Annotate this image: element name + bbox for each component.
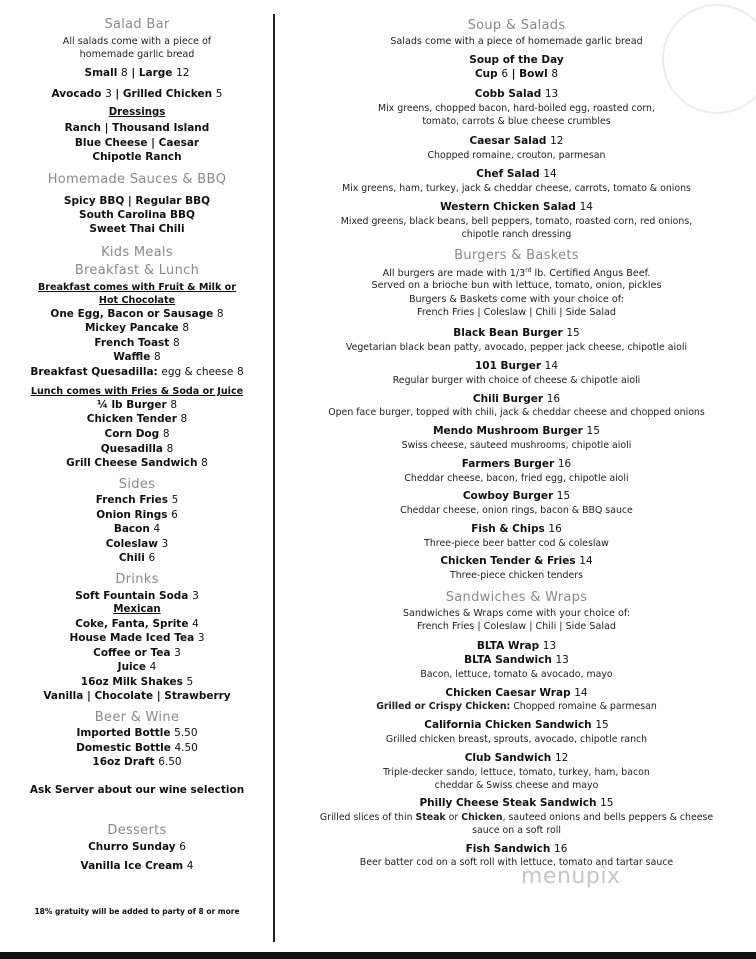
section-title-soup-salads: Soup & Salads xyxy=(467,18,566,33)
burger-note: All burgers are made with 1/3rd lb. Certified Angus Beef. xyxy=(382,267,651,280)
menu-item: Churro Sunday 6 xyxy=(88,841,186,853)
item-description: Grilled slices of thin Steak or Chicken, sauteed onions and bells peppers & cheese xyxy=(319,812,714,823)
menu-item: Vanilla Ice Cream 4 xyxy=(80,860,194,872)
menu-item: Soft Fountain Soda 3 xyxy=(75,590,199,602)
item-description: Chopped romaine, crouton, parmesan xyxy=(427,150,606,161)
menu-item: Philly Cheese Steak Sandwich 15 xyxy=(419,797,614,809)
item-name: Avocado xyxy=(51,88,102,100)
burger-note: French Fries | Coleslaw | Chili | Side Salad xyxy=(417,307,616,318)
item-description: tomato, carrots & blue cheese crumbles xyxy=(422,116,611,127)
item-description: Vegetarian black bean patty, avocado, pepper jack cheese, chipotle aioli xyxy=(345,342,688,353)
item-description: Open face burger, topped with chili, jack & cheddar cheese and chopped onions xyxy=(328,407,705,418)
item-name: Large xyxy=(138,67,173,79)
section-title-drinks: Drinks xyxy=(115,572,159,587)
item-description: Swiss cheese, sauteed mushrooms, chipotle aioli xyxy=(401,440,632,451)
menu-item: Domestic Bottle 4.50 xyxy=(76,742,198,754)
sauce-line: South Carolina BBQ xyxy=(79,209,195,221)
menu-item: BLTA Wrap 13 xyxy=(476,640,557,652)
kids-subtitle: Breakfast & Lunch xyxy=(74,263,200,278)
menu-item: Cobb Salad 13 xyxy=(474,88,559,100)
item-price: 8 xyxy=(120,67,128,79)
soup-note: Salads come with a piece of homemade garlic bread xyxy=(390,36,643,47)
separator: | xyxy=(115,88,120,100)
menu-item: Fish & Chips 16 xyxy=(471,523,562,535)
menu-item: Waffle 8 xyxy=(113,351,161,363)
menu-item: Chili Burger 16 xyxy=(472,393,561,405)
item-description: Mix greens, chopped bacon, hard-boiled egg, roasted corn, xyxy=(378,103,655,114)
item-price: 3 xyxy=(105,88,112,100)
menu-item: Cowboy Burger 15 xyxy=(462,490,571,502)
item-description: cheddar & Swiss cheese and mayo xyxy=(434,780,599,791)
item-name: Soup of the Day xyxy=(469,54,564,66)
menu-item: 101 Burger 14 xyxy=(474,360,559,372)
menu-item: Western Chicken Salad 14 xyxy=(440,201,593,213)
menu-item: Club Sandwich 12 xyxy=(464,752,569,764)
menu-item: Onion Rings 6 xyxy=(96,509,178,521)
menu-item: Fish Sandwich 16 xyxy=(465,843,568,855)
sandwich-note: Sandwiches & Wraps come with your choice of: xyxy=(402,608,631,619)
menu-item: Mickey Pancake 8 xyxy=(84,322,190,334)
breakfast-note: Breakfast comes with Fruit & Milk or xyxy=(37,282,237,293)
item-description: Three-piece chicken tenders xyxy=(450,570,583,581)
section-title-burgers: Burgers & Baskets xyxy=(454,248,579,263)
menu-item: 16oz Milk Shakes 5 xyxy=(80,676,194,688)
dressings-heading: Dressings xyxy=(108,107,166,118)
menu-item: House Made Iced Tea 3 xyxy=(69,632,205,644)
menu-item: Coleslaw 3 xyxy=(105,538,169,550)
item-description: Three-piece beer batter cod & coleslaw xyxy=(424,538,609,549)
section-title-salad-bar: Salad Bar xyxy=(104,17,170,32)
menu-item: Farmers Burger 16 xyxy=(461,458,572,470)
menu-item: Chicken Tender 8 xyxy=(86,413,188,425)
menu-item: Corn Dog 8 xyxy=(104,428,170,440)
menu-item: BLTA Sandwich 13 xyxy=(464,654,569,666)
menu-item: French Fries 5 xyxy=(95,494,179,506)
menu-item: Coffee or Tea 3 xyxy=(93,647,181,659)
sandwich-note: French Fries | Coleslaw | Chili | Side Salad xyxy=(417,621,616,632)
item-name: Grilled Chicken xyxy=(122,88,213,100)
menu-item: Caesar Salad 12 xyxy=(469,135,564,147)
dressing-line: Blue Cheese | Caesar xyxy=(74,137,200,149)
menu-item: California Chicken Sandwich 15 xyxy=(424,719,609,731)
menupix-watermark: menupix xyxy=(521,864,621,889)
item-description: sauce on a soft roll xyxy=(472,825,561,836)
section-title-beer-wine: Beer & Wine xyxy=(94,710,180,725)
menu-item: Chef Salad 14 xyxy=(476,168,557,180)
item-name: Small xyxy=(84,67,118,79)
item-price: 12 xyxy=(176,67,190,79)
menu-item: Chicken Caesar Wrap 14 xyxy=(445,687,588,699)
item-description: Grilled or Crispy Chicken: Chopped romaine & parmesan xyxy=(376,701,657,712)
burger-note: Burgers & Baskets come with your choice of: xyxy=(408,294,625,305)
separator: | xyxy=(131,67,136,79)
menu-item: Coke, Fanta, Sprite 4 xyxy=(75,618,199,630)
sauce-line: Spicy BBQ | Regular BBQ xyxy=(63,195,211,207)
item-description: Grilled chicken breast, sprouts, avocado, chipotle ranch xyxy=(385,734,648,745)
item-description: chipotle ranch dressing xyxy=(461,229,572,240)
salad-sizes xyxy=(0,67,274,80)
item-description: Beer batter cod on a soft roll with lettuce, tomato and tartar sauce xyxy=(359,857,674,868)
mexican-heading: Mexican xyxy=(113,604,161,615)
menu-item: One Egg, Bacon or Sausage 8 xyxy=(50,308,224,320)
section-title-kids: Kids Meals xyxy=(101,245,173,260)
wine-note: Ask Server about our wine selection xyxy=(29,784,245,796)
salad-bar-note: homemade garlic bread xyxy=(79,49,195,60)
section-title-sandwiches: Sandwiches & Wraps xyxy=(445,590,588,605)
gratuity-note: 18% gratuity will be added to party of 8 or more xyxy=(34,907,240,916)
item-description: Triple-decker sando, lettuce, tomato, turkey, ham, bacon xyxy=(383,767,650,778)
menu-item: ¼ lb Burger 8 xyxy=(96,399,178,411)
item-price: 5 xyxy=(215,88,223,100)
shake-flavors: Vanilla | Chocolate | Strawberry xyxy=(43,690,231,702)
item-description: Mixed greens, black beans, bell peppers, tomato, roasted corn, red onions, xyxy=(340,216,693,227)
salad-bar-note: All salads come with a piece of xyxy=(62,36,212,47)
item-description: Bacon, lettuce, tomato & avocado, mayo xyxy=(420,669,613,680)
item-description: Cheddar cheese, bacon, fried egg, chipotle aioli xyxy=(404,473,629,484)
menu-item: Black Bean Burger 15 xyxy=(453,327,580,339)
dressing-line: Chipotle Ranch xyxy=(92,151,182,163)
menu-item: Juice 4 xyxy=(117,661,157,673)
burger-note: Served on a brioche bun with lettuce, tomato, onion, pickles xyxy=(371,280,662,291)
dressing-line: Ranch | Thousand Island xyxy=(64,122,210,134)
menu-item: Imported Bottle 5.50 xyxy=(76,727,198,739)
menu-item: Chicken Tender & Fries 14 xyxy=(440,555,593,567)
menu-item: Mendo Mushroom Burger 15 xyxy=(433,425,600,437)
bottom-border xyxy=(0,952,756,959)
breakfast-note: Hot Chocolate xyxy=(98,295,176,306)
section-title-sides: Sides xyxy=(118,477,156,492)
menu-item: Chili 6 xyxy=(118,552,156,564)
lunch-note: Lunch comes with Fries & Soda or Juice xyxy=(30,386,244,397)
item-description: Mix greens, ham, turkey, jack & cheddar cheese, carrots, tomato & onions xyxy=(342,183,691,194)
menu-item: French Toast 8 xyxy=(94,337,180,349)
menu-item: Breakfast Quesadilla: egg & cheese 8 xyxy=(30,366,244,378)
item-description: Cheddar cheese, onion rings, bacon & BBQ sauce xyxy=(400,505,633,516)
menu-item: Bacon 4 xyxy=(113,523,161,535)
soup-sizes: Cup 6 | Bowl 8 xyxy=(474,68,559,80)
section-title-sauces: Homemade Sauces & BBQ xyxy=(47,172,227,187)
salad-addons xyxy=(0,88,274,101)
section-title-desserts: Desserts xyxy=(107,823,167,838)
menu-item: Quesadilla 8 xyxy=(100,443,174,455)
item-description: Regular burger with choice of cheese & chipotle aioli xyxy=(392,375,641,386)
sauce-line: Sweet Thai Chili xyxy=(89,223,185,235)
menu-item: Grill Cheese Sandwich 8 xyxy=(66,457,208,469)
menu-item: 16oz Draft 6.50 xyxy=(92,756,182,768)
